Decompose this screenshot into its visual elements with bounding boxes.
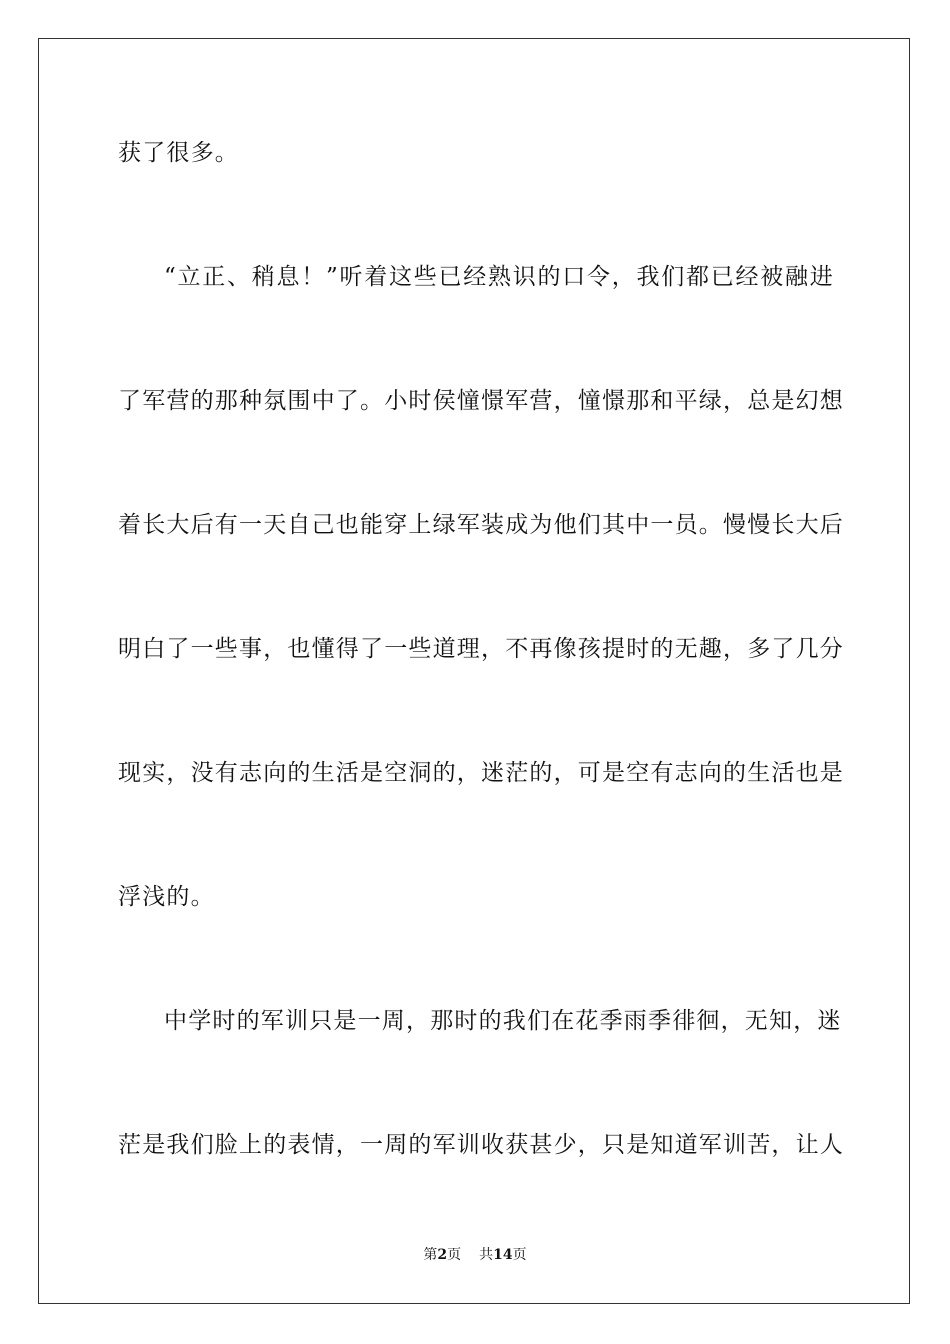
page-number-current: 2 bbox=[437, 1247, 448, 1263]
text-line: 中学时的军训只是一周，那时的我们在花季雨季徘徊，无知，迷 bbox=[164, 1008, 842, 1034]
page-number-suffix: 页 bbox=[447, 1247, 462, 1263]
text-line: 获了很多。 bbox=[118, 140, 239, 166]
page-total: 14 bbox=[493, 1247, 513, 1263]
text-line: 茫是我们脸上的表情，一周的军训收获甚少，只是知道军训苦，让人 bbox=[118, 1132, 844, 1158]
page-border bbox=[38, 38, 910, 1304]
text-line: 浮浅的。 bbox=[118, 884, 215, 910]
page-total-suffix: 页 bbox=[512, 1247, 527, 1263]
text-line: “立正、稍息！”听着这些已经熟识的口令，我们都已经被融进 bbox=[164, 264, 834, 290]
text-line: 了军营的那种氛围中了。小时侯憧憬军营，憧憬那和平绿，总是幻想 bbox=[118, 388, 844, 414]
page-total-prefix: 共 bbox=[479, 1247, 494, 1263]
page-footer bbox=[0, 1246, 950, 1264]
page-number-prefix: 第 bbox=[423, 1247, 438, 1263]
text-line: 着长大后有一天自己也能穿上绿军装成为他们其中一员。慢慢长大后 bbox=[118, 512, 844, 538]
text-line: 现实，没有志向的生活是空洞的，迷茫的，可是空有志向的生活也是 bbox=[118, 760, 844, 786]
text-line: 明白了一些事，也懂得了一些道理，不再像孩提时的无趣，多了几分 bbox=[118, 636, 844, 662]
